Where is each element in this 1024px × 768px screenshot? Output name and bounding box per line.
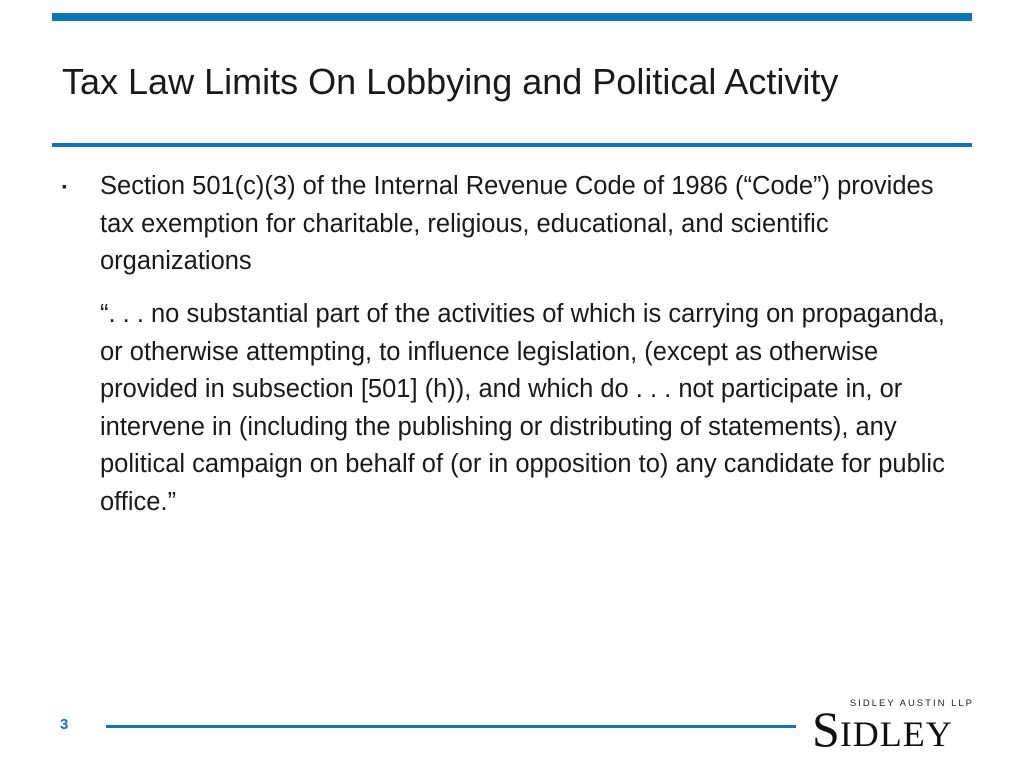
page-number: 3	[60, 716, 69, 733]
body-paragraph-quote: “. . . no substantial part of the activities of which is carrying on propaganda, or otherwise attempting, to influence legislation, (except as otherwise provided in subsection [501] (h)), and which do . . . not participate in, or intervene in (including the publishing or distributing of statements), any political campaign on behalf of (or in opposition to) any candidate for public office.”	[100, 300, 945, 516]
bullet-square-icon: ▪	[62, 178, 67, 194]
body-paragraph-section-501: Section 501(c)(3) of the Internal Revenue Code of 1986 (“Code”) provides tax exemption for charitable, religious, educational, and scientific organizations	[100, 172, 934, 275]
sidley-logo	[812, 698, 974, 757]
slide-title: Tax Law Limits On Lobbying and Political Activity	[62, 61, 839, 102]
logo-rest: IDLEY	[839, 714, 953, 754]
title-divider	[52, 143, 972, 147]
logo-initial: S	[812, 701, 840, 757]
footer-divider	[106, 725, 796, 728]
logo-firm-name: SIDLEY AUSTIN LLP	[849, 698, 974, 709]
top-accent-bar	[52, 13, 972, 21]
